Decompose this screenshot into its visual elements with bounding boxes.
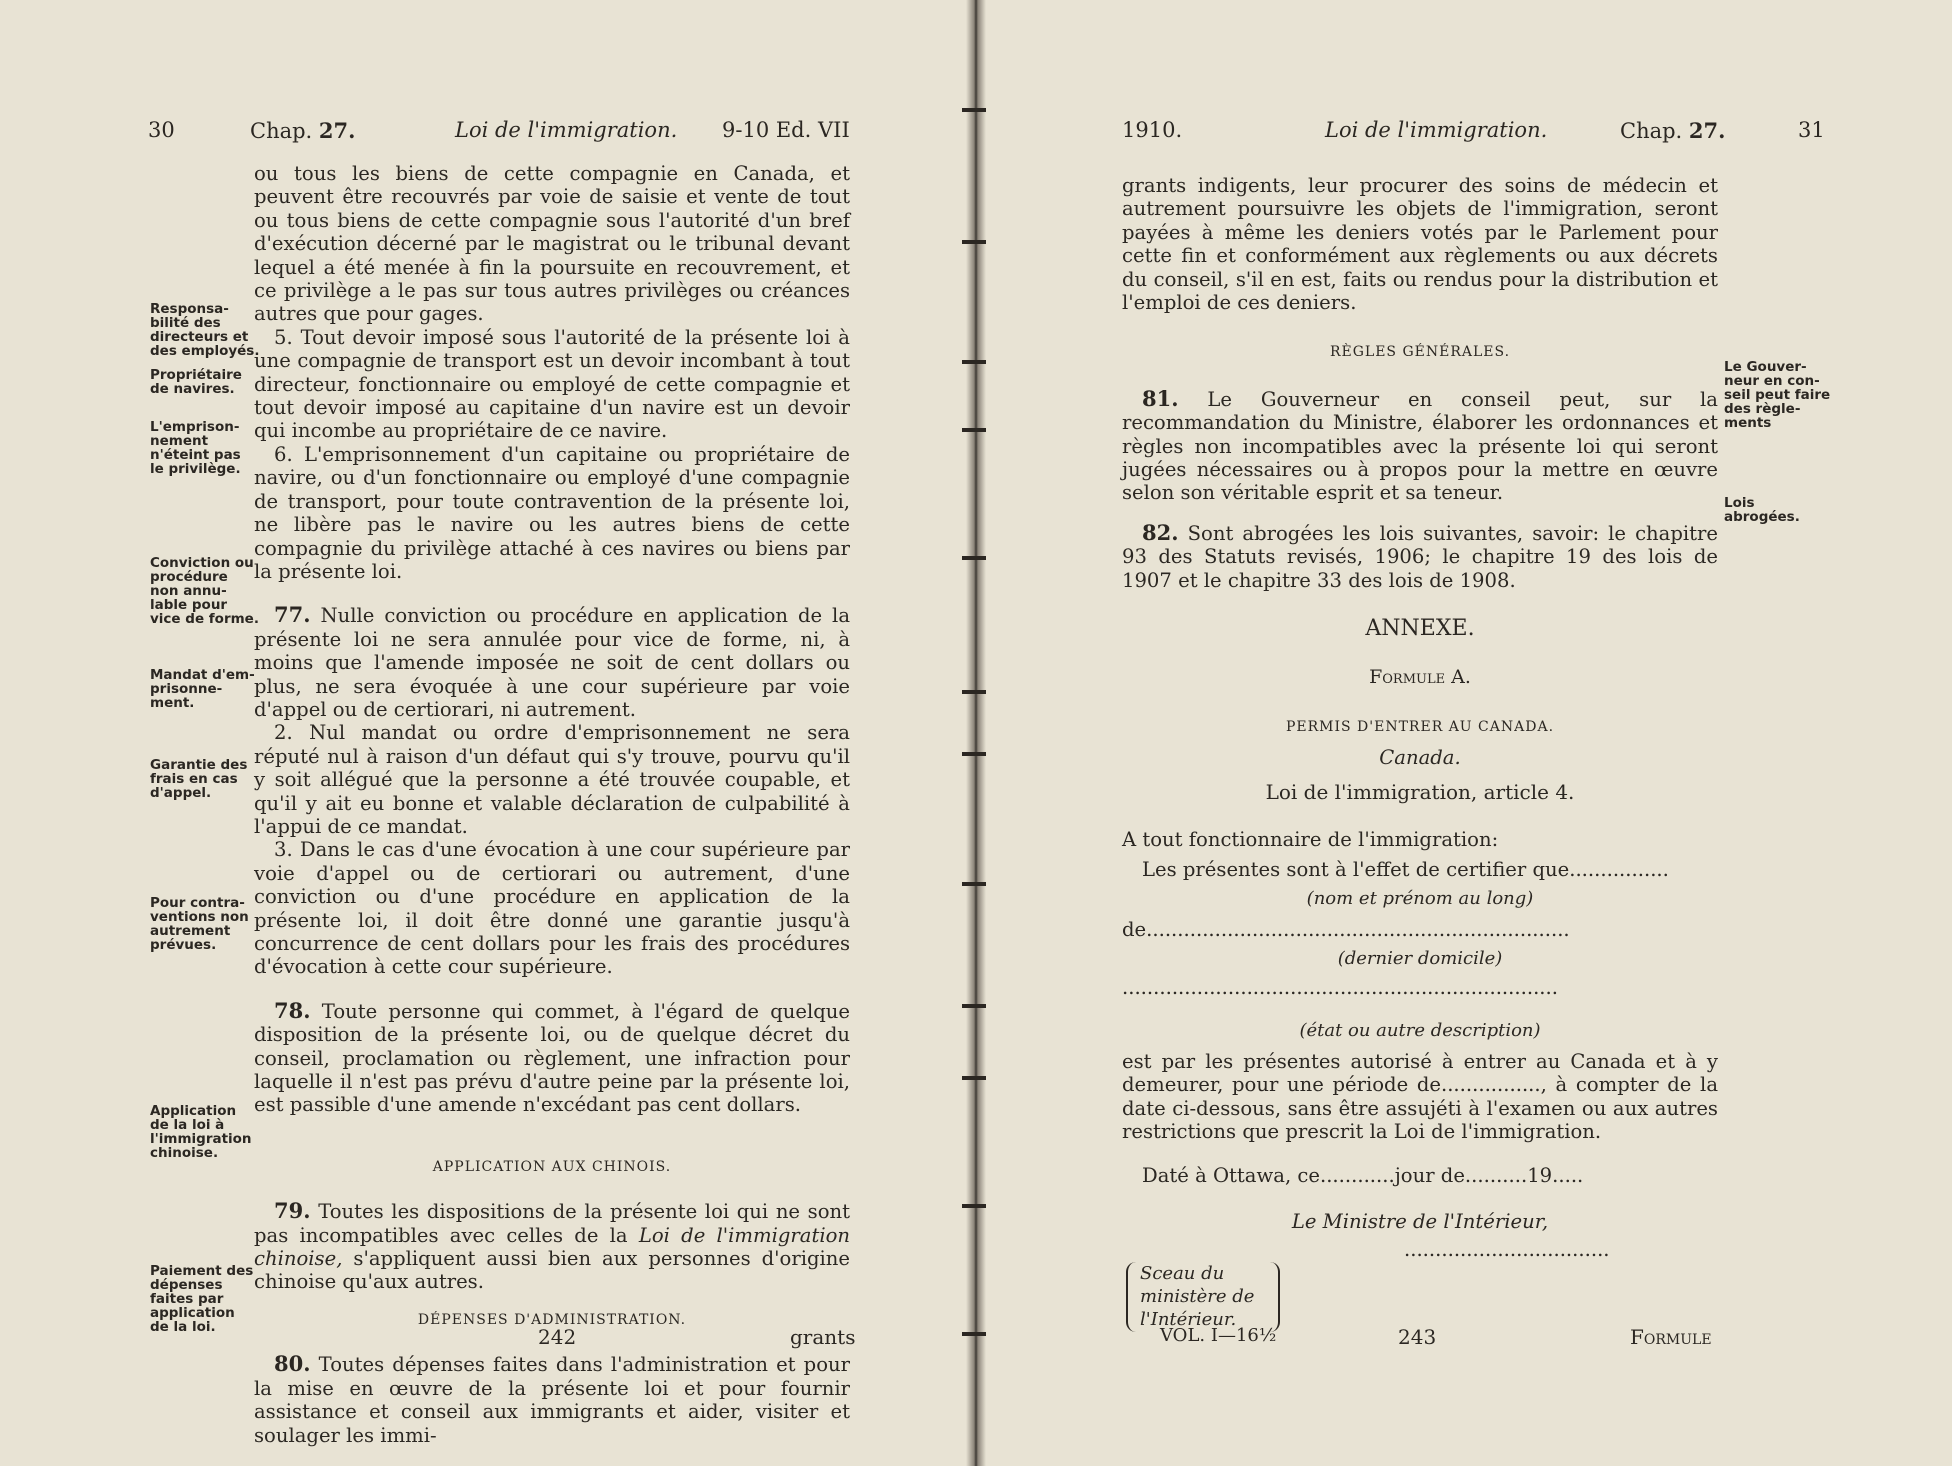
chapter-number: 27. (318, 118, 356, 143)
margin-note: L'emprison- nement n'éteint pas le privilège. (150, 419, 241, 477)
binding-stitch (962, 1076, 986, 1080)
footer-page-number: 243 (1398, 1325, 1437, 1349)
signature-line: ................................. (1404, 1238, 1610, 1261)
heading: DÉPENSES D'ADMINISTRATION. (417, 1311, 687, 1328)
margin-note: Lois abrogées. (1724, 495, 1800, 525)
section-82 (1122, 521, 1718, 592)
binding-stitch (962, 882, 986, 886)
form-line: ...................................................................... (1122, 976, 1558, 999)
paragraph: 5. Tout devoir imposé sous l'autorité de la présente loi à une compagnie de transport est un devoir incombant à tout directeur, fonctionnaire ou employé de cette compagnie et tout devoir imposé au capitaine d'un navire est un devoir qui incombe au propriétaire de ce navire. (254, 325, 850, 443)
minister-label: Le Ministre de l'Intérieur, (1291, 1210, 1549, 1233)
section-number: 80. (274, 1351, 311, 1377)
paragraph: ou tous les biens de cette compagnie en Canada, et peuvent être recouvrés par voie de saisie et vente de tout ou tous biens de cette compagnie sous l'autorité d'un bref d'exécution décerné par le magistrat ou le tribunal devant lequel a été menée à fin la poursuite en recouvrement, et ce privilège a le pas sur tous autres privilèges ou créances autres que pour gages. (254, 162, 850, 326)
book-gutter (966, 0, 986, 1466)
section-81 (1122, 387, 1718, 505)
section-number: 81. (1142, 385, 1179, 411)
binding-stitch (962, 428, 986, 432)
chapter-word: Chap. (1620, 119, 1683, 143)
page-number: 30 (148, 118, 175, 142)
binding-stitch (962, 690, 986, 694)
catchword: grants (790, 1325, 856, 1349)
section-text: Toute personne qui commet, à l'égard de quelque disposition de la présente loi, ou de quelque décret du conseil, proclamation ou règlement, une infraction pour laquelle il n'est pas prévu d'autre peine par la présente loi, est passible d'une amende n'excédant pas cent dollars. (254, 999, 850, 1117)
margin-note: Mandat d'em- prisonne- ment. (150, 667, 255, 711)
form-body: est par les présentes autorisé à entrer au Canada et à y demeurer, pour une période de................, à compter de la date ci-dessous, sans être assujéti à l'examen ou aux autres restrictions que prescrit la Loi de l'immigration. (1122, 1050, 1718, 1144)
chapter-label (1620, 118, 1725, 143)
paragraph: 3. Dans le cas d'une évocation à une cour supérieure par voie d'appel ou de certiorari ou autrement, d'une conviction ou d'une procédure en application de la présente loi, il doit être donné une garantie jusqu'à concurrence de cent dollars pour les frais des procédures d'évocation à cette cour supérieure. (254, 838, 850, 979)
act-title: Loi de l'immigration chinoise, (254, 1223, 851, 1271)
chapter-word: Chap. (250, 119, 313, 143)
seal-brace-right (1270, 1262, 1280, 1332)
heading: APPLICATION AUX CHINOIS. (432, 1158, 672, 1175)
section-77 (254, 603, 850, 721)
binding-stitch (962, 108, 986, 112)
chapter-label (250, 118, 355, 143)
form-line: Les présentes sont à l'effet de certifier que................ (1142, 858, 1669, 881)
annexe-heading: ANNEXE. (1365, 616, 1475, 641)
margin-note: Conviction ou procédure non annu- lable pour vice de forme. (150, 555, 259, 627)
margin-note: Propriétaire de navires. (150, 367, 242, 397)
form-caption: (dernier domicile) (1337, 948, 1503, 969)
margin-note: Pour contra- ventions non autrement prévues. (150, 895, 249, 953)
section-79 (254, 1199, 850, 1294)
section-text: Toutes dépenses faites dans l'administration et pour la mise en œuvre de la présente loi et pour fournir assistance et conseil aux immigrants et aider, visiter et soulager les immi- (254, 1353, 850, 1447)
right-page (980, 0, 1952, 1466)
chapter-number: 27. (1688, 118, 1726, 143)
margin-note: Application de la loi à l'immigration chinoise. (150, 1103, 252, 1161)
page-number: 31 (1798, 118, 1825, 142)
section-number: 78. (274, 997, 311, 1023)
form-line: A tout fonctionnaire de l'immigration: (1122, 828, 1499, 851)
paragraph: 6. L'emprisonnement d'un capitaine ou propriétaire de navire, ou d'un fonctionnaire ou employé d'une compagnie de transport, pour toute contravention de la présente loi, ne libère pas le navire ou les autres biens de cette compagnie du privilège attaché à ces navires ou biens par la présente loi. (254, 442, 850, 583)
binding-stitch (962, 360, 986, 364)
section-80 (254, 1352, 850, 1447)
seal-text: Sceau du ministère de l'Intérieur. (1140, 1263, 1255, 1330)
binding-stitch (962, 1004, 986, 1008)
permis-heading: PERMIS D'ENTRER AU CANADA. (1285, 719, 1555, 735)
binding-stitch (962, 1204, 986, 1208)
left-main-text (254, 162, 850, 1447)
form-line: de.................................................................... (1122, 918, 1570, 941)
catchword: Formule (1630, 1325, 1712, 1349)
margin-note: Garantie des frais en cas d'appel. (150, 757, 248, 801)
section-number: 79. (274, 1198, 311, 1224)
binding-stitch (962, 752, 986, 756)
canada-label: Canada. (1379, 746, 1461, 769)
footer-page-number: 242 (538, 1325, 577, 1349)
heading: RÈGLES GÉNÉRALES. (1329, 344, 1511, 361)
margin-note: Le Gouver- neur en con- seil peut faire des règle- ments (1724, 359, 1831, 431)
left-page (0, 0, 972, 1466)
margin-note: Paiement des dépenses faites par application de la loi. (150, 1263, 254, 1335)
year-label: 1910. (1122, 118, 1183, 142)
paragraph: grants indigents, leur procurer des soins de médecin et autrement poursuivre les objets de l'immigration, seront payées à même les deniers votés par le Parlement pour cette fin et conformément aux règlements ou aux décrets du conseil, s'il en est, faits ou rendus pour la distribution et l'emploi de ces deniers. (1122, 174, 1718, 315)
footer-volume: VOL. I—16½ (1160, 1325, 1277, 1346)
form-caption: (nom et prénom au long) (1306, 888, 1534, 909)
formule-heading: Formule A. (1369, 666, 1471, 688)
binding-stitch (962, 556, 986, 560)
section-text: s'appliquent aussi bien aux personnes d'origine chinoise qu'aux autres. (254, 1247, 850, 1294)
margin-note: Responsa- bilité des directeurs et des employés. (150, 301, 260, 359)
seal-brace-left (1126, 1262, 1136, 1332)
binding-stitch (962, 1332, 986, 1336)
loi-article: Loi de l'immigration, article 4. (1265, 780, 1575, 804)
running-title: Loi de l'immigration. (1325, 118, 1548, 142)
section-text: Sont abrogées les lois suivantes, savoir: le chapitre 93 des Statuts revisés, 1906; le chapitre 19 des lois de 1907 et le chapitre 33 des lois de 1908. (1122, 521, 1718, 592)
form-caption: (état ou autre description) (1299, 1020, 1541, 1041)
paragraph: 2. Nul mandat ou ordre d'emprisonnement ne sera réputé nul à raison d'un défaut qui s'y trouve, pourvu qu'il y soit allégué que la personne a été trouvée coupable, et qu'il y ait eu bonne et valable déclaration de culpabilité à l'appui de ce mandat. (254, 721, 850, 838)
binding-stitch (962, 240, 986, 244)
section-text: Toutes les dispositions de la présente loi qui ne sont pas incompatibles avec celles de la (254, 1200, 851, 1247)
right-main-text (1122, 174, 1718, 592)
date-line: Daté à Ottawa, ce............jour de..........19..... (1142, 1164, 1584, 1187)
section-78 (254, 999, 850, 1117)
edition-label: 9-10 Ed. VII (722, 118, 850, 142)
section-text: Le Gouverneur en conseil peut, sur la recommandation du Ministre, élaborer les ordonnances et règles non incompatibles avec la présente loi qui seront jugées nécessaires ou à propos pour la mettre en œuvre selon son véritable esprit et sa teneur. (1122, 387, 1718, 505)
section-number: 77. (274, 602, 311, 628)
running-title: Loi de l'immigration. (455, 118, 678, 142)
section-text: Nulle conviction ou procédure en application de la présente loi ne sera annulée pour vice de forme, ni, à moins que l'amende imposée ne soit de cent dollars ou plus, ne sera évoquée à une cour supérieure par voie d'appel ou de certiorari, ni autrement. (254, 604, 851, 721)
section-number: 82. (1142, 519, 1179, 545)
